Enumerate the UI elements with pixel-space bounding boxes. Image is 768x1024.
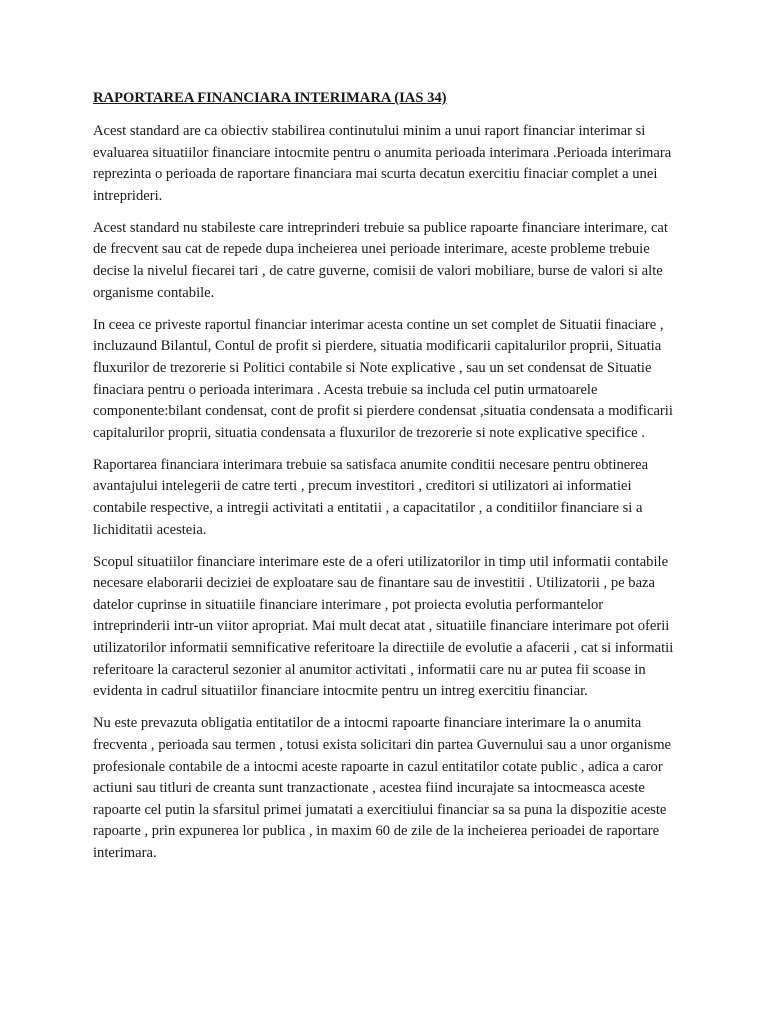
paragraph-5: Scopul situatiilor financiare interimare este de a oferi utilizatorilor in timp util informatii contabile necesare elaborarii deciziei de exploatare sau de finantare sau de investitii . Utilizatorii , pe baza datelor cuprinse in situatiile financiare interimare , pot proiecta evolutia performantelor intreprinderii intr-un viitor apropriat. Mai mult decat atat , situatiile financiare interimare pot oferii utilizatorilor informatii semnificative referitoare la directiile de evolutie a afacerii , cat si informatii referitoare la caracterul sezonier al anumitor activitati , informatii care nu ar putea fii scoase in evidenta in cadrul situatiilor financiare intocmite pentru un intreg exercitiu financiar. [93, 553, 674, 700]
paragraph-4: Raportarea financiara interimara trebuie sa satisfaca anumite conditii necesare pentru obtinerea avantajului intelegerii de catre terti , precum investitori , creditori si utilizatori ai informatiei contabile respective, a intregii activitati a entitatii , a capacitatilor , a conditiilor financiare si a lichiditatii acesteia. [93, 456, 649, 538]
paragraph-6: Nu este prevazuta obligatia entitatilor de a intocmi rapoarte financiare interimare la o anumita frecventa , perioada sau termen , totusi exista solicitari din partea Guvernului sau a unor organisme profesionale contabile de a intocmi aceste rapoarte in cazul entitatilor cotate public , adica a caror actiuni sau titluri de creanta sunt tranzactionate , acestea fiind incurajate sa intocmeasca aceste rapoarte cel putin la sfarsitul primei jumatati a exercitiului financiar sa sa puna la dispozitie aceste rapoarte , prin expunerea lor publica , in maxim 60 de zile de la incheierea perioadei de raportare interimara. [93, 715, 672, 861]
paragraph-2: Acest standard nu stabileste care intreprinderi trebuie sa publice rapoarte financiare interimare, cat de frecvent sau cat de repede dupa incheierea unei perioade interimare, aceste probleme trebuie decise la nivelul fiecarei tari , de catre guverne, comisii de valori mobiliare, burse de valori si alte organisme contabile. [93, 219, 668, 301]
document-title: RAPORTAREA FINANCIARA INTERIMARA (IAS 34) [93, 90, 447, 106]
document-body [93, 88, 683, 875]
paragraph-1: Acest standard are ca obiectiv stabilirea continutului minim a unui raport financiar interimar si evaluarea situatiilor financiare intocmite pentru o anumita perioada interimara .Perioada interimara reprezinta o perioada de raportare financiara mai scurta decatun exercitiu finaciar complet a unei intreprideri. [93, 123, 672, 204]
paragraph-3: In ceea ce priveste raportul financiar interimar acesta contine un set complet de Situatii finaciare , incluzaund Bilantul, Contul de profit si pierdere, situatia modificarii capitalurilor proprii, Situatia fluxurilor de trezorerie si Politici contabile si Note explicative , sau un set condensat de Situatie finaciara pentru o perioada interimara . Acesta trebuie sa includa cel putin urmatoarele componente:bilant condensat, cont de profit si pierdere condensat ,situatia condensata a modificarii capitalurilor proprii, situatia condensata a fluxurilor de trezorerie si note explicative specifice . [93, 316, 673, 441]
